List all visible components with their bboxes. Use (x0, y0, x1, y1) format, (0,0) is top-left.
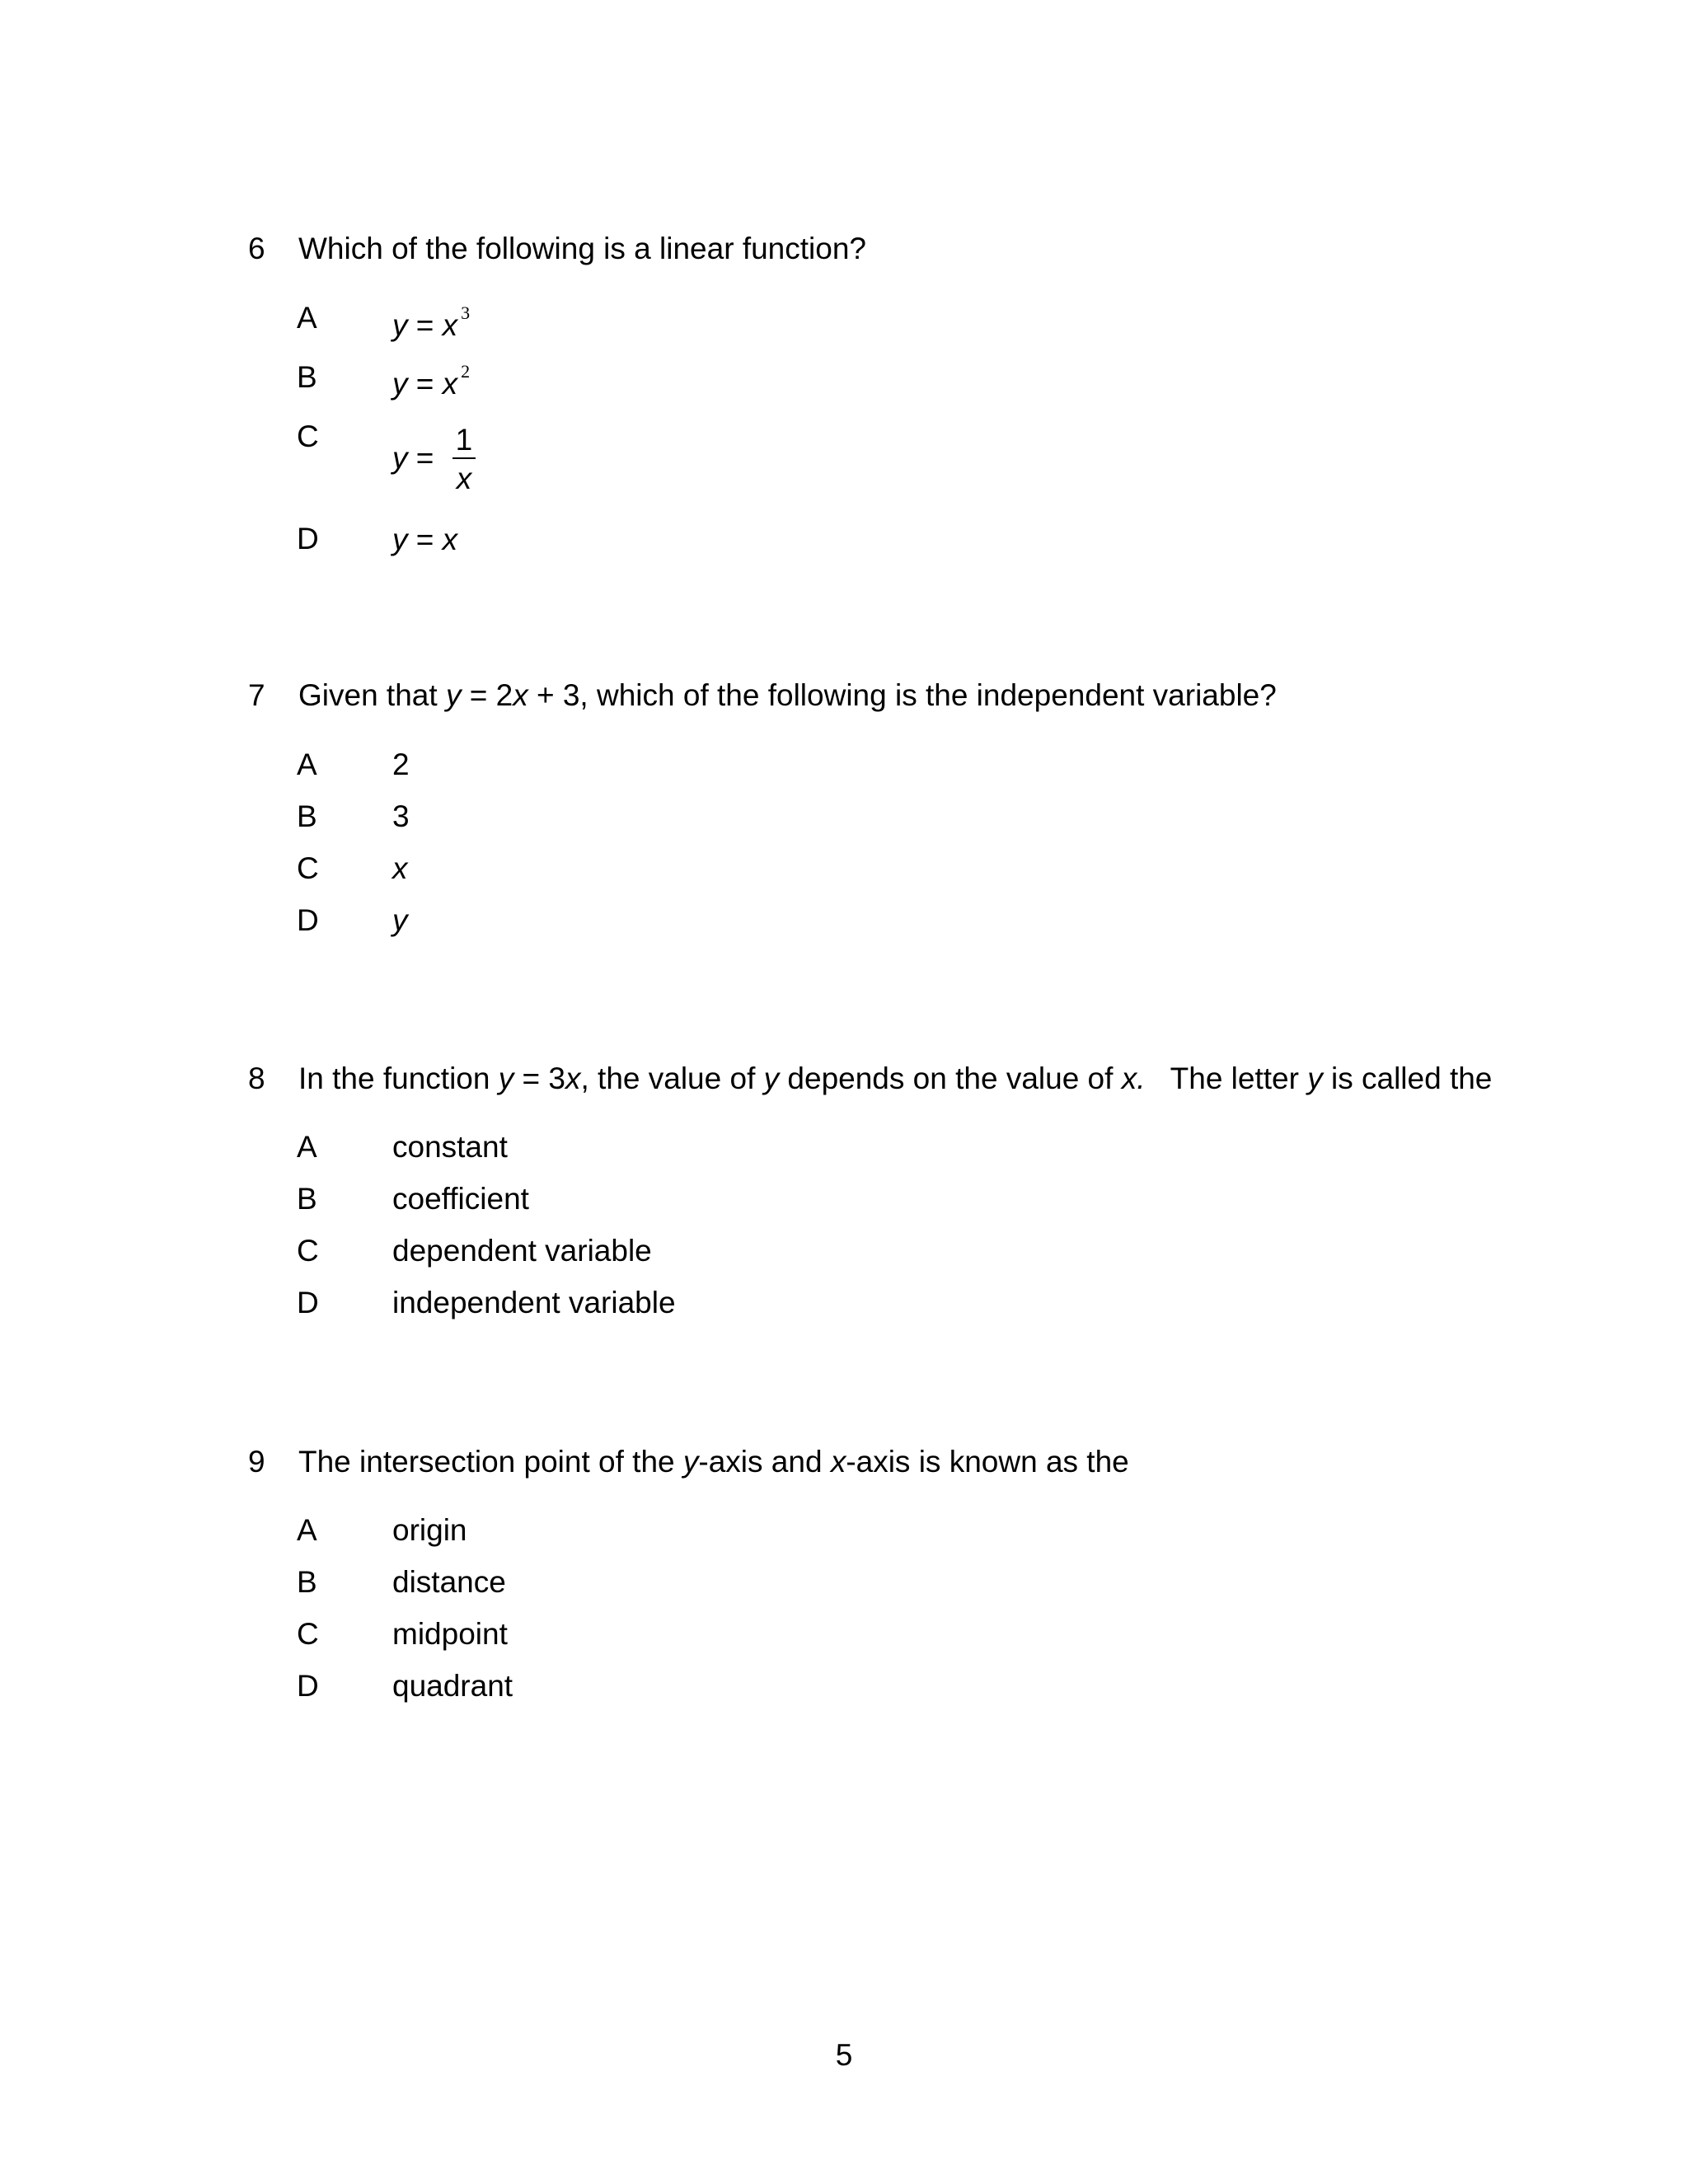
option-letter: B (297, 1182, 317, 1216)
stem-variable: x (513, 678, 528, 712)
stem-variable: x. (1121, 1062, 1146, 1095)
question-number: 6 (248, 232, 265, 265)
option-letter: C (297, 1617, 319, 1651)
option-text: dependent variable (392, 1234, 652, 1268)
expression-variable: x (442, 523, 458, 556)
stem-variable: y (498, 1062, 514, 1095)
stem-variable: x (830, 1445, 846, 1479)
question-number: 7 (248, 678, 265, 712)
stem-text: -axis is known as the (846, 1445, 1129, 1479)
option-text: quadrant (392, 1669, 513, 1703)
stem-text: = 2 (461, 678, 513, 712)
option-text: 3 (392, 799, 410, 833)
option-text: distance (392, 1565, 506, 1599)
option-letter: D (297, 903, 319, 937)
stem-text: , the value of (580, 1062, 764, 1095)
question-number: 8 (248, 1062, 265, 1095)
option-text: origin (392, 1513, 467, 1547)
expression-variable: x (442, 308, 458, 342)
expression-equals: = (407, 367, 443, 401)
question-stem (298, 677, 1277, 714)
expression-lhs: y (392, 440, 408, 475)
option-text: y (392, 903, 408, 937)
option-letter: D (297, 1669, 319, 1703)
expression-equals: = (407, 523, 443, 556)
stem-text: depends on the value of (779, 1062, 1122, 1095)
stem-text: Given that (298, 678, 446, 712)
question-stem (298, 1061, 1492, 1097)
stem-variable: y (682, 1445, 699, 1479)
option-letter: C (297, 419, 319, 453)
expression-equals: = (407, 440, 443, 475)
question-number: 9 (248, 1445, 265, 1479)
option-text: 2 (392, 748, 410, 781)
stem-text: -axis and (698, 1445, 831, 1479)
fraction-denominator: x (456, 462, 472, 495)
expression-equals: = (407, 308, 443, 342)
stem-variable: y (1307, 1062, 1323, 1095)
option-expression (392, 302, 471, 348)
option-letter: B (297, 1565, 317, 1599)
expression-lhs: y (392, 523, 408, 556)
question-stem (298, 1444, 1129, 1480)
option-expression (392, 361, 471, 406)
stem-text: = 3 (513, 1062, 565, 1095)
stem-text: is called the (1322, 1062, 1493, 1095)
option-text: independent variable (392, 1286, 676, 1319)
option-text: midpoint (392, 1617, 508, 1651)
option-expression (392, 522, 457, 558)
option-letter: B (297, 799, 317, 833)
option-letter: D (297, 1286, 319, 1319)
page-number: 5 (835, 2038, 853, 2072)
stem-text: The letter (1145, 1062, 1308, 1095)
option-letter: D (297, 522, 319, 555)
stem-text: The intersection point of the (298, 1445, 683, 1479)
option-letter: A (297, 1513, 317, 1547)
stem-variable: y (763, 1062, 780, 1095)
expression-variable: x (442, 367, 458, 401)
stem-variable: y (445, 678, 462, 712)
expression-lhs: y (392, 367, 408, 401)
option-text: constant (392, 1130, 508, 1164)
option-letter: A (297, 1130, 317, 1164)
option-letter: B (297, 360, 317, 394)
fraction-numerator: 1 (452, 424, 476, 459)
fraction (452, 424, 476, 495)
question-stem: Which of the following is a linear function? (298, 232, 866, 265)
stem-text: + 3, which of the following is the independent variable? (528, 678, 1277, 712)
stem-text: In the function (298, 1062, 499, 1095)
expression-lhs: y (392, 308, 408, 342)
option-expression (392, 424, 476, 495)
option-text: x (392, 851, 408, 885)
option-letter: A (297, 301, 317, 335)
stem-variable: x (565, 1062, 581, 1095)
option-letter: C (297, 851, 319, 885)
expression-exponent: 2 (461, 361, 471, 382)
expression-exponent: 3 (461, 302, 471, 323)
option-letter: C (297, 1234, 319, 1268)
option-text: coefficient (392, 1182, 529, 1216)
option-letter: A (297, 748, 317, 781)
